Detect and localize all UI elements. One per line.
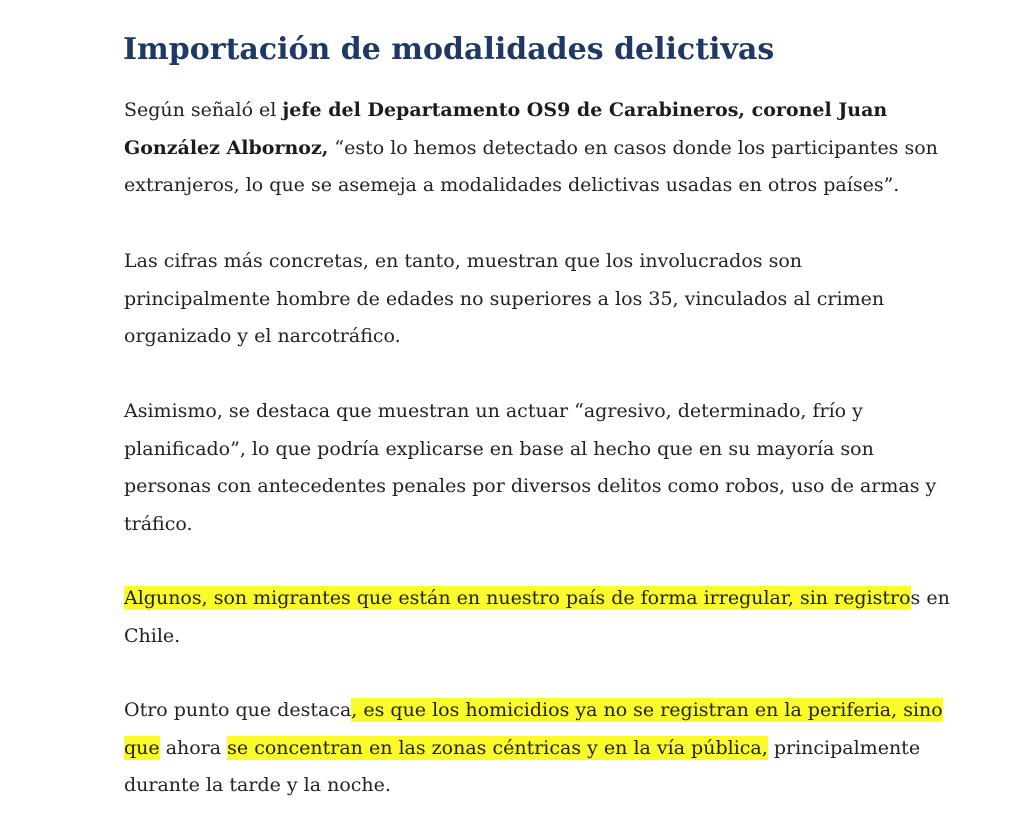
highlighted-text: , es que los homicidios ya no se registran en la periferia, sino que — [124, 699, 943, 759]
paragraph-text: ahora — [159, 736, 228, 759]
highlighted-text: se concentran en las zonas céntricas y en la vía pública, — [227, 736, 768, 759]
bold-attribution: jefe del Departamento OS9 de Carabineros, coronel Juan González Albornoz, — [124, 99, 888, 159]
paragraph-location — [124, 692, 954, 805]
paragraph-text: “esto lo hemos detectado en casos donde los participantes son extranjeros, lo que se asemeja a modalidades delictivas usadas en otros países”. — [124, 136, 938, 196]
paragraph-quote-gonzalez — [124, 92, 954, 205]
paragraph-behavior: Asimismo, se destaca que muestran un actuar “agresivo, determinado, frío y planificado”, lo que podría explicarse en base al hecho que en su mayoría son personas con antecedentes penales por diversos delitos como robos, uso de armas y tráfico. — [124, 400, 937, 535]
paragraph-text: s en Chile. — [124, 587, 950, 647]
highlighted-text: Algunos, son migrantes que están en nuestro país de forma irregular, sin registro — [124, 587, 911, 609]
paragraph-text: principalmente durante la tarde y la noche. — [124, 736, 921, 796]
paragraph-migrants — [124, 580, 954, 655]
paragraph-text: Según señaló el — [124, 99, 283, 121]
paragraph-text: Otro punto que destaca — [124, 699, 352, 721]
paragraph-figures: Las cifras más concretas, en tanto, muestran que los involucrados son principalmente hombre de edades no superiores a los 35, vinculados al crimen organizado y el narcotráfico. — [124, 250, 885, 347]
section-heading: Importación de modalidades delictivas — [123, 32, 775, 67]
